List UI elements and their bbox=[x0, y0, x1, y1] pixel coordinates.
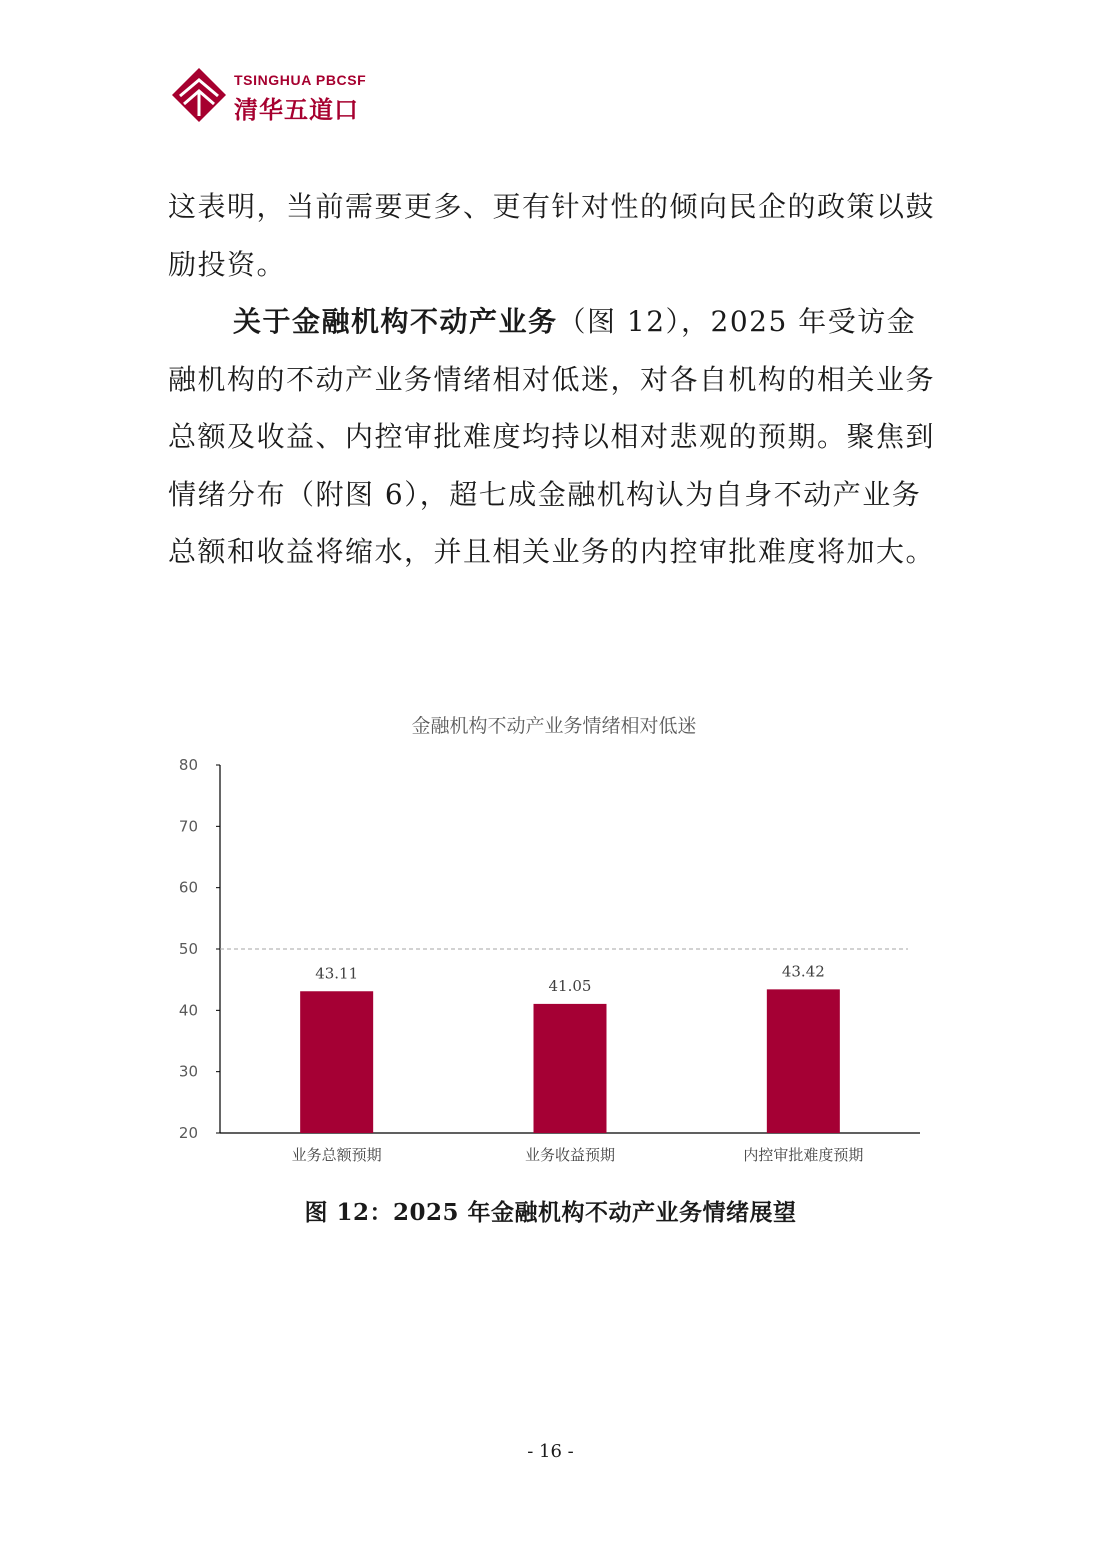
logo-chinese-text: 清华五道口 bbox=[234, 96, 359, 124]
paragraph-2-bold-lead: 关于金融机构不动产业务 bbox=[233, 305, 558, 338]
y-tick-label: 80 bbox=[178, 756, 198, 774]
x-tick-label: 业务收益预期 bbox=[524, 1146, 616, 1164]
data-label: 41.05 bbox=[548, 976, 592, 995]
bar bbox=[300, 991, 373, 1133]
y-tick-label: 60 bbox=[178, 878, 198, 897]
bar bbox=[534, 1004, 607, 1133]
page-number: - 16 - bbox=[527, 1441, 574, 1462]
bar bbox=[767, 989, 840, 1133]
y-tick-label: 50 bbox=[178, 940, 198, 958]
bar-chart bbox=[160, 700, 940, 1180]
figure-caption: 图 12：2025 年金融机构不动产业务情绪展望 bbox=[304, 1199, 797, 1226]
data-label: 43.11 bbox=[315, 964, 359, 983]
x-tick-label: 业务总额预期 bbox=[291, 1146, 382, 1164]
paragraph-2 bbox=[168, 293, 938, 581]
y-tick-label: 40 bbox=[178, 1001, 198, 1020]
logo-mark-icon bbox=[170, 66, 228, 124]
logo bbox=[170, 66, 400, 126]
logo-english-text: TSINGHUA PBCSF bbox=[234, 72, 367, 88]
x-tick-label: 内控审批难度预期 bbox=[743, 1146, 864, 1164]
y-tick-label: 70 bbox=[178, 817, 198, 836]
paragraph-1: 这表明，当前需要更多、更有针对性的倾向民企的政策以鼓励投资。 bbox=[168, 190, 936, 281]
y-tick-label: 30 bbox=[178, 1062, 198, 1081]
data-label: 43.42 bbox=[781, 962, 825, 981]
chart-title: 金融机构不动产业务情绪相对低迷 bbox=[411, 715, 697, 737]
y-tick-label: 20 bbox=[178, 1124, 198, 1142]
paragraph-2-text: （图 12），2025 年受访金融机构的不动产业务情绪相对低迷，对各自机构的相关业务总额及收益、内控审批难度均持以相对悲观的预期。聚焦到情绪分布（附图 6），超七成金融机构认为自身不动产业务总额和收益将缩水，并且相关业务的内控审批难度将加大。 bbox=[168, 305, 936, 568]
